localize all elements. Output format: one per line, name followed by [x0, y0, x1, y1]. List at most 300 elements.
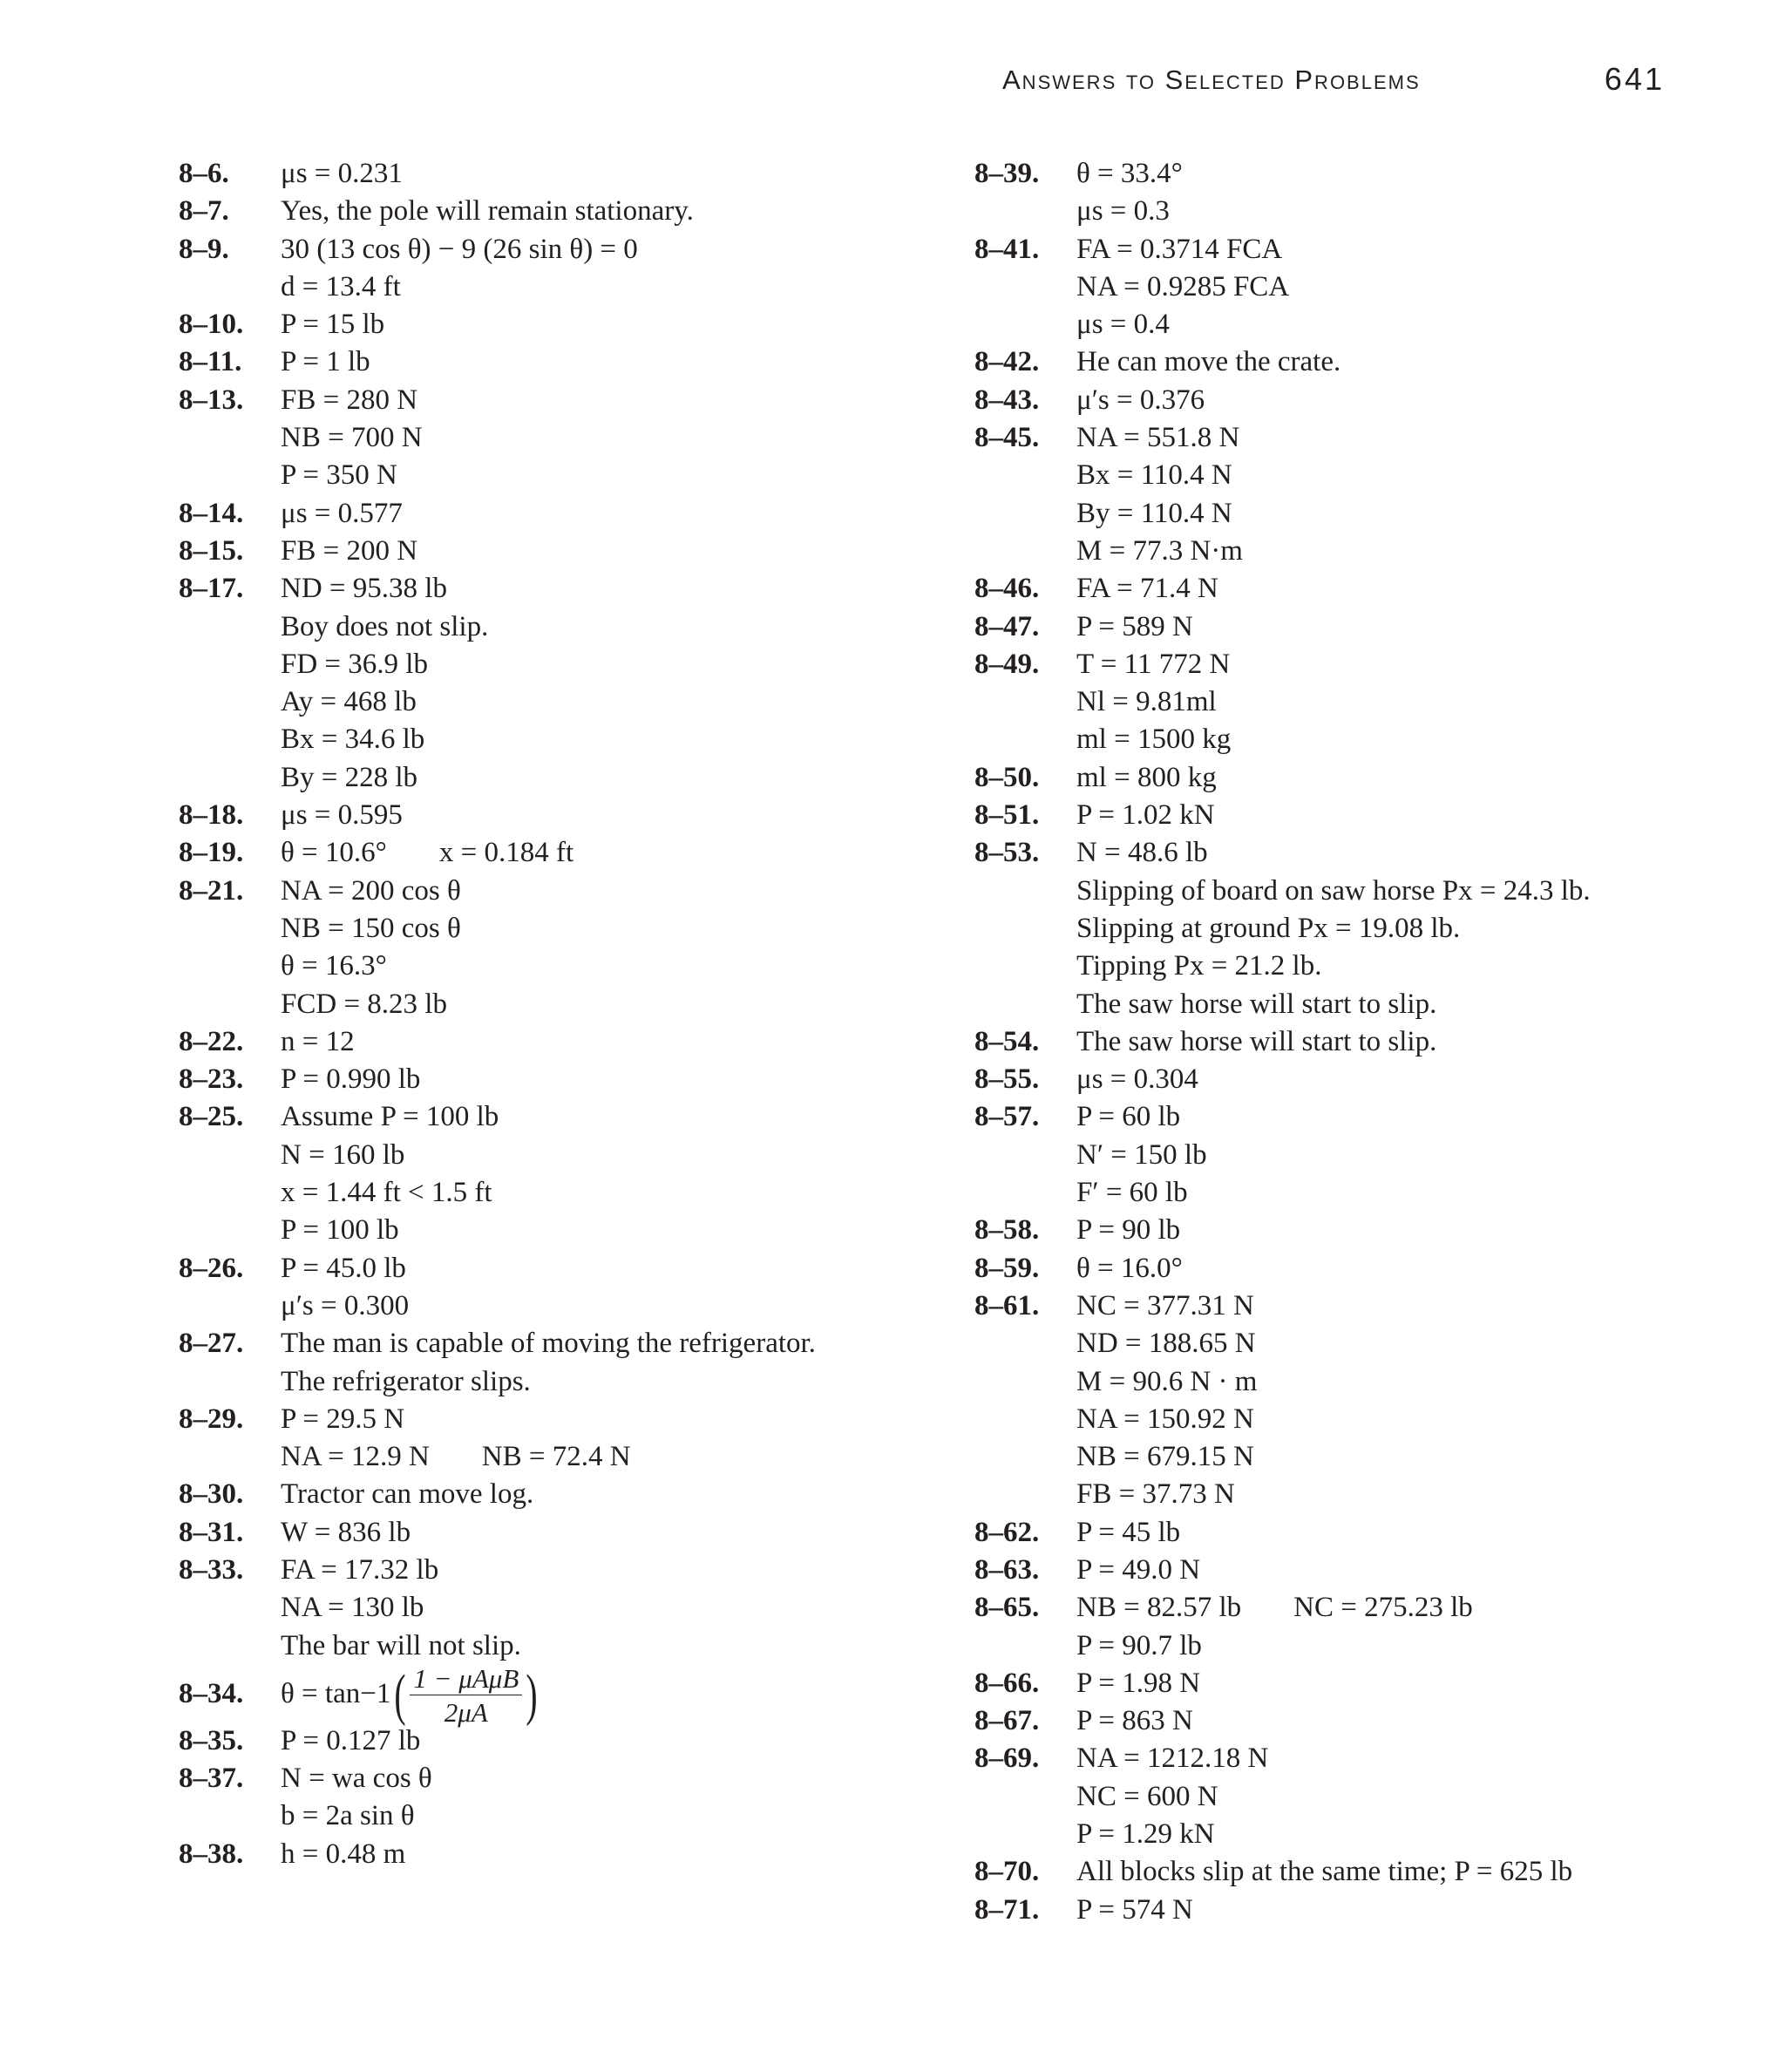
answer-line	[974, 1740, 1724, 1777]
answer-line	[974, 193, 1724, 230]
answer-text: NA = 1212.18 N	[1076, 1743, 1269, 1775]
answer-line	[974, 1287, 1724, 1325]
answer-line	[179, 759, 928, 797]
answer-text-secondary: NC = 275.23 lb	[1293, 1592, 1473, 1624]
problem-number: 8–39.	[974, 158, 1040, 189]
problem-number: 8–50.	[974, 761, 1040, 793]
answer-line	[179, 721, 928, 758]
answer-text: NA = 150.92 N	[1076, 1403, 1254, 1435]
problem-number: 8–13.	[179, 384, 244, 416]
answer-text: d = 13.4 ft	[281, 270, 401, 302]
answer-text: FA = 17.32 lb	[281, 1553, 439, 1586]
answer-text: P = 1 lb	[281, 346, 370, 378]
answer-content	[281, 231, 928, 268]
problem-number: 8–27.	[179, 1328, 244, 1360]
problem-number: 8–38.	[179, 1838, 244, 1870]
answer-line	[974, 948, 1724, 985]
answer-text-secondary: NB = 72.4 N	[481, 1441, 631, 1473]
answer-content	[1076, 382, 1724, 419]
answer-text: P = 863 N	[1076, 1705, 1193, 1737]
fraction-expression	[390, 1662, 541, 1728]
answer-line	[179, 155, 928, 193]
answer-content	[281, 570, 928, 608]
problem-number: 8–31.	[179, 1516, 244, 1548]
answer-line	[974, 570, 1724, 608]
answer-content	[1076, 1023, 1724, 1061]
answer-content	[281, 1589, 928, 1627]
answer-content	[281, 834, 928, 872]
answer-text: P = 60 lb	[1076, 1101, 1181, 1133]
answer-text: NA = 0.9285 FCA	[1076, 270, 1290, 302]
answer-line	[179, 1797, 928, 1835]
answer-line	[179, 1662, 928, 1728]
answer-content	[1076, 834, 1724, 872]
answer-content	[1076, 759, 1724, 797]
problem-number: 8–7.	[179, 195, 229, 228]
answer-content	[1076, 1476, 1724, 1513]
answer-line	[974, 1476, 1724, 1513]
problem-number: 8–63.	[974, 1553, 1040, 1586]
problem-number: 8–58.	[974, 1214, 1040, 1247]
answer-text: The bar will not slip.	[281, 1629, 521, 1661]
answer-content	[1076, 1212, 1724, 1249]
answer-content	[281, 683, 928, 721]
answer-content	[1076, 1174, 1724, 1212]
answer-content	[281, 1514, 928, 1552]
answer-content	[1076, 570, 1724, 608]
answer-content	[1076, 1816, 1724, 1853]
answer-text: FD = 36.9 lb	[281, 648, 428, 680]
answer-text: M = 90.6 N · m	[1076, 1365, 1258, 1397]
problem-number: 8–59.	[974, 1252, 1040, 1284]
answer-line	[974, 1589, 1724, 1627]
answer-line	[974, 1137, 1724, 1174]
answer-line	[179, 1476, 928, 1513]
answer-content	[1076, 1740, 1724, 1777]
answer-line	[179, 1023, 928, 1061]
answer-line	[179, 1589, 928, 1627]
answer-content	[281, 873, 928, 910]
answer-content	[1076, 1250, 1724, 1287]
answer-text: By = 110.4 N	[1076, 497, 1232, 529]
answer-text: θ = tan−1	[281, 1677, 391, 1709]
answer-line	[974, 683, 1724, 721]
problem-number: 8–69.	[974, 1743, 1040, 1775]
answer-content	[1076, 1287, 1724, 1325]
answer-line	[974, 1250, 1724, 1287]
fraction-denominator: 2μA	[444, 1696, 488, 1728]
answer-text: Bx = 34.6 lb	[281, 724, 425, 756]
answer-line	[974, 1853, 1724, 1891]
answer-line	[179, 1061, 928, 1098]
answer-content	[1076, 1061, 1724, 1098]
answer-text: The man is capable of moving the refrigerator.	[281, 1328, 816, 1360]
answer-text: P = 90 lb	[1076, 1214, 1181, 1247]
answer-line	[179, 1760, 928, 1797]
problem-number: 8–26.	[179, 1252, 244, 1284]
answer-line	[179, 1212, 928, 1249]
problem-number: 8–6.	[179, 158, 229, 189]
answer-content	[1076, 1552, 1724, 1589]
answer-line	[179, 683, 928, 721]
answer-text: NA = 551.8 N	[1076, 422, 1240, 454]
answer-text: P = 90.7 lb	[1076, 1629, 1202, 1661]
answer-content	[281, 533, 928, 570]
answer-text: N = 160 lb	[281, 1138, 405, 1171]
answer-content	[281, 1023, 928, 1061]
answer-text: θ = 16.3°	[281, 950, 387, 982]
answer-line	[179, 1287, 928, 1325]
answer-line	[974, 986, 1724, 1023]
answer-line	[179, 1325, 928, 1362]
answer-content	[1076, 1401, 1724, 1438]
problem-number: 8–25.	[179, 1101, 244, 1133]
problem-number: 8–11.	[179, 346, 242, 378]
answer-text: μs = 0.3	[1076, 195, 1170, 228]
answer-content	[1076, 608, 1724, 646]
problem-number: 8–21.	[179, 874, 244, 907]
answer-text: P = 589 N	[1076, 610, 1193, 642]
problem-number: 8–47.	[974, 610, 1040, 642]
answer-text: Nl = 9.81ml	[1076, 686, 1217, 718]
problem-number: 8–43.	[974, 384, 1040, 416]
answer-text: Slipping at ground Px = 19.08 lb.	[1076, 912, 1461, 944]
left-paren: (	[394, 1663, 406, 1728]
answer-content	[281, 1836, 928, 1873]
answer-content	[281, 1287, 928, 1325]
answer-line	[974, 1438, 1724, 1476]
answer-content	[281, 1363, 928, 1401]
answer-text: b = 2a sin θ	[281, 1800, 415, 1832]
answer-text: FB = 37.73 N	[1076, 1478, 1235, 1511]
answer-content	[281, 1722, 928, 1760]
answer-line	[974, 759, 1724, 797]
answer-line	[974, 343, 1724, 381]
answer-line	[974, 873, 1724, 910]
answer-line	[974, 608, 1724, 646]
answer-content	[1076, 1627, 1724, 1665]
answer-line	[179, 343, 928, 381]
answer-text: P = 0.127 lb	[281, 1724, 421, 1756]
answer-content	[1076, 1363, 1724, 1401]
answer-text: NC = 377.31 N	[1076, 1289, 1254, 1321]
answer-text: Ay = 468 lb	[281, 686, 417, 718]
answer-content	[281, 797, 928, 834]
answer-line	[179, 457, 928, 494]
answer-line	[179, 1363, 928, 1401]
answer-text: ml = 1500 kg	[1076, 724, 1232, 756]
answer-content	[281, 155, 928, 193]
answer-text: P = 0.990 lb	[281, 1063, 421, 1096]
answer-line	[974, 1627, 1724, 1665]
answer-content	[281, 1662, 928, 1728]
answer-content	[1076, 231, 1724, 268]
answer-content	[281, 1476, 928, 1513]
answer-line	[974, 721, 1724, 758]
answer-text: FA = 0.3714 FCA	[1076, 233, 1283, 265]
answer-content	[1076, 155, 1724, 193]
problem-number: 8–53.	[974, 837, 1040, 869]
answer-line	[974, 646, 1724, 683]
answer-line	[179, 419, 928, 457]
answer-content	[281, 1797, 928, 1835]
running-head: Answers to Selected Problems	[1002, 65, 1421, 95]
problem-number: 8–35.	[179, 1724, 244, 1756]
answer-line	[179, 193, 928, 230]
problem-number: 8–23.	[179, 1063, 244, 1096]
answer-text: He can move the crate.	[1076, 346, 1341, 378]
answer-line	[179, 1098, 928, 1136]
answer-content	[1076, 419, 1724, 457]
answer-line	[974, 1212, 1724, 1249]
answer-text: μ′s = 0.300	[281, 1289, 410, 1321]
answer-line	[974, 1514, 1724, 1552]
problem-number: 8–66.	[974, 1667, 1040, 1699]
answer-line	[974, 1892, 1724, 1929]
answer-content	[1076, 683, 1724, 721]
right-paren: )	[526, 1663, 538, 1728]
answer-text: N = wa cos θ	[281, 1763, 432, 1795]
answer-content	[1076, 1325, 1724, 1362]
answer-text: x = 1.44 ft < 1.5 ft	[281, 1177, 492, 1209]
answer-content	[1076, 1778, 1724, 1816]
answer-line	[179, 1722, 928, 1760]
answer-content	[281, 1098, 928, 1136]
answer-text: F′ = 60 lb	[1076, 1177, 1188, 1209]
answer-content	[281, 1250, 928, 1287]
answer-content	[281, 1760, 928, 1797]
answer-content	[1076, 721, 1724, 758]
answer-line	[179, 1552, 928, 1589]
answer-text: μs = 0.231	[281, 158, 403, 189]
answer-line	[974, 419, 1724, 457]
problem-number: 8–62.	[974, 1516, 1040, 1548]
answer-line	[974, 1778, 1724, 1816]
answer-text: The refrigerator slips.	[281, 1365, 531, 1397]
answer-text: Tractor can move log.	[281, 1478, 534, 1511]
answer-text: P = 1.02 kN	[1076, 799, 1215, 832]
answer-line	[179, 382, 928, 419]
answer-line	[179, 1438, 928, 1476]
answer-text: NA = 130 lb	[281, 1592, 424, 1624]
answer-content	[281, 419, 928, 457]
answer-line	[179, 1627, 928, 1665]
answer-text: NB = 150 cos θ	[281, 912, 461, 944]
answer-content	[281, 382, 928, 419]
answer-content	[281, 1212, 928, 1249]
answer-content	[1076, 910, 1724, 948]
answer-content	[281, 721, 928, 758]
problem-number: 8–33.	[179, 1553, 244, 1586]
answer-line	[974, 1665, 1724, 1702]
answer-text: P = 45.0 lb	[281, 1252, 406, 1284]
answer-text: The saw horse will start to slip.	[1076, 988, 1437, 1020]
answer-line	[974, 1061, 1724, 1098]
problem-number: 8–19.	[179, 837, 244, 869]
answer-text: M = 77.3 N·m	[1076, 534, 1243, 567]
problem-number: 8–51.	[974, 799, 1040, 832]
answer-line	[974, 382, 1724, 419]
answer-text: P = 45 lb	[1076, 1516, 1181, 1548]
answer-text: P = 1.29 kN	[1076, 1818, 1215, 1851]
answer-text: P = 574 N	[1076, 1893, 1193, 1926]
answer-content	[281, 1552, 928, 1589]
answer-content	[1076, 646, 1724, 683]
answer-line	[974, 1363, 1724, 1401]
answer-text: θ = 33.4°	[1076, 158, 1183, 189]
answer-line	[974, 155, 1724, 193]
problem-number: 8–37.	[179, 1763, 244, 1795]
answer-line	[179, 306, 928, 343]
answer-line	[179, 1137, 928, 1174]
answer-content	[1076, 193, 1724, 230]
answer-text: NC = 600 N	[1076, 1780, 1218, 1812]
right-answer-column	[974, 155, 1724, 1929]
answer-line	[974, 268, 1724, 306]
answer-content	[1076, 986, 1724, 1023]
answer-content	[281, 1325, 928, 1362]
answer-content	[1076, 797, 1724, 834]
answer-text: FA = 71.4 N	[1076, 573, 1218, 605]
answer-text: μs = 0.304	[1076, 1063, 1198, 1096]
problem-number: 8–45.	[974, 422, 1040, 454]
answer-line	[974, 533, 1724, 570]
answer-line	[974, 1098, 1724, 1136]
answer-content	[1076, 948, 1724, 985]
answer-text: θ = 10.6°	[281, 837, 387, 869]
answer-content	[281, 1401, 928, 1438]
answer-text: NA = 200 cos θ	[281, 874, 461, 907]
answer-line	[179, 570, 928, 608]
answer-line	[974, 1401, 1724, 1438]
answer-line	[179, 1174, 928, 1212]
answer-line	[179, 1514, 928, 1552]
problem-number: 8–41.	[974, 233, 1040, 265]
problem-number: 8–30.	[179, 1478, 244, 1511]
answer-text: W = 836 lb	[281, 1516, 411, 1548]
answer-line	[974, 457, 1724, 494]
problem-number: 8–15.	[179, 534, 244, 567]
page-header	[1002, 61, 1665, 99]
answer-content	[281, 306, 928, 343]
answer-line	[974, 231, 1724, 268]
answer-line	[179, 533, 928, 570]
answer-text: 30 (13 cos θ) − 9 (26 sin θ) = 0	[281, 233, 638, 265]
answer-content	[281, 1174, 928, 1212]
answer-line	[974, 1325, 1724, 1362]
problem-number: 8–67.	[974, 1705, 1040, 1737]
answer-line	[179, 1401, 928, 1438]
answer-line	[974, 797, 1724, 834]
problem-number: 8–65.	[974, 1592, 1040, 1624]
answer-text: ND = 188.65 N	[1076, 1328, 1256, 1360]
answer-text: By = 228 lb	[281, 761, 418, 793]
answer-text: FCD = 8.23 lb	[281, 988, 447, 1020]
answer-content	[281, 948, 928, 985]
answer-line	[179, 646, 928, 683]
answer-content	[1076, 533, 1724, 570]
answer-text: N′ = 150 lb	[1076, 1138, 1207, 1171]
problem-number: 8–70.	[974, 1856, 1040, 1888]
answer-content	[1076, 1438, 1724, 1476]
answer-text: Yes, the pole will remain stationary.	[281, 195, 694, 228]
answer-content	[281, 495, 928, 533]
answer-text: P = 100 lb	[281, 1214, 399, 1247]
answer-content	[1076, 1098, 1724, 1136]
answer-text: Tipping Px = 21.2 lb.	[1076, 950, 1322, 982]
answer-line	[974, 1174, 1724, 1212]
answer-line	[179, 268, 928, 306]
answer-content	[281, 193, 928, 230]
answer-line	[179, 910, 928, 948]
answer-line	[179, 873, 928, 910]
answer-line	[179, 608, 928, 646]
answer-content	[1076, 457, 1724, 494]
answer-content	[1076, 495, 1724, 533]
answer-content	[281, 343, 928, 381]
answer-content	[1076, 1665, 1724, 1702]
answer-line	[179, 1836, 928, 1873]
answer-content	[281, 759, 928, 797]
answer-content	[1076, 873, 1724, 910]
answer-text: FB = 280 N	[281, 384, 418, 416]
answer-line	[974, 834, 1724, 872]
problem-number: 8–71.	[974, 1893, 1040, 1926]
problem-number: 8–55.	[974, 1063, 1040, 1096]
answer-content	[1076, 343, 1724, 381]
problem-number: 8–17.	[179, 573, 244, 605]
answer-content	[1076, 1853, 1724, 1891]
answer-content	[281, 1061, 928, 1098]
problem-number: 8–57.	[974, 1101, 1040, 1133]
answer-text: FB = 200 N	[281, 534, 418, 567]
answer-content	[281, 986, 928, 1023]
answer-content	[281, 608, 928, 646]
answer-content	[281, 457, 928, 494]
problem-number: 8–34.	[179, 1677, 244, 1709]
answer-text: NB = 82.57 lb	[1076, 1592, 1242, 1624]
left-answer-column	[179, 155, 928, 1873]
answer-text: The saw horse will start to slip.	[1076, 1025, 1437, 1057]
answer-text: Bx = 110.4 N	[1076, 459, 1232, 492]
answer-text: θ = 16.0°	[1076, 1252, 1183, 1284]
answer-text: P = 29.5 N	[281, 1403, 405, 1435]
problem-number: 8–22.	[179, 1025, 244, 1057]
answer-line	[179, 1250, 928, 1287]
problem-number: 8–10.	[179, 309, 244, 341]
problem-number: 8–18.	[179, 799, 244, 832]
answer-text: ND = 95.38 lb	[281, 573, 447, 605]
answer-content	[1076, 1514, 1724, 1552]
page-number: 641	[1604, 61, 1665, 97]
answer-content	[281, 910, 928, 948]
answer-line	[974, 910, 1724, 948]
answer-text: T = 11 772 N	[1076, 648, 1231, 680]
answer-text: Assume P = 100 lb	[281, 1101, 499, 1133]
answer-line	[179, 495, 928, 533]
answer-line	[179, 834, 928, 872]
problem-number: 8–49.	[974, 648, 1040, 680]
answer-text: h = 0.48 m	[281, 1838, 406, 1870]
answer-line	[179, 948, 928, 985]
answer-text: P = 15 lb	[281, 309, 385, 341]
answer-text: All blocks slip at the same time; P = 625 lb	[1076, 1856, 1573, 1888]
answer-text: Slipping of board on saw horse Px = 24.3 lb.	[1076, 874, 1591, 907]
answer-text: NB = 679.15 N	[1076, 1441, 1254, 1473]
problem-number: 8–29.	[179, 1403, 244, 1435]
problem-number: 8–54.	[974, 1025, 1040, 1057]
answer-line	[974, 306, 1724, 343]
